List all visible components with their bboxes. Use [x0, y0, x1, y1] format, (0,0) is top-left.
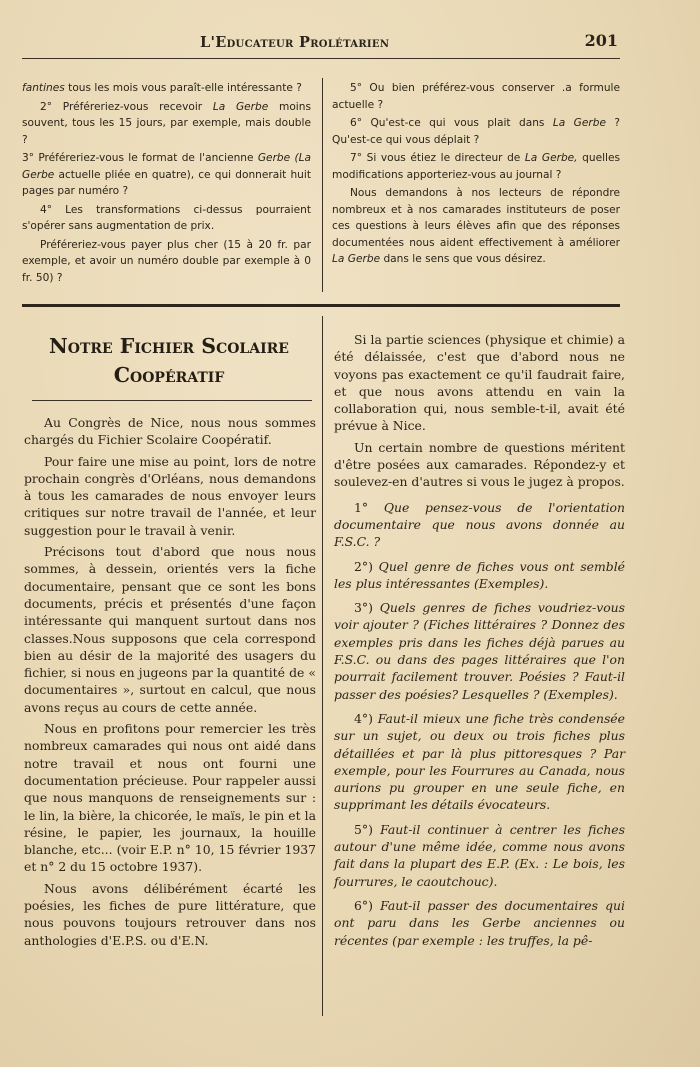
- article-right-paragraphs: [334, 331, 625, 491]
- title-underline: [32, 400, 312, 401]
- page-number: 201: [584, 31, 618, 50]
- question-number: 5°): [354, 821, 373, 837]
- question-item: [334, 558, 625, 593]
- paragraph-text: dans le sens que vous désirez.: [380, 253, 546, 265]
- paragraph: [332, 150, 620, 183]
- top-right-column: [332, 80, 620, 270]
- article-paragraph: Un certain nombre de questions méritent d'être posées aux camarades. Répondez-y et soulevez-en d'autres si vous le jugez à propos.: [334, 439, 625, 490]
- question-number: 6°): [354, 897, 373, 913]
- question-text: Faut-il passer des documentaires qui ont paru dans les Gerbe anciennes ou récentes (par exemple : les truffes, la pê-: [334, 897, 625, 948]
- italic-title: La Gerbe: [212, 100, 269, 113]
- article-paragraph: Nous en profitons pour remercier les très nombreux camarades qui nous ont aidé dans notre travail et nous ont fourni une documentation précieuse. Pour rappeler aussi que nous manquons de renseignements sur : le lin, la bière, la chicorée, le maïs, le pin et la résine, le papier, les journaux, la houille blanche, etc... (voir E.P. n° 10, 15 février 1937 et n° 2 du 15 octobre 1937).: [24, 721, 316, 875]
- article-left-column: [24, 414, 316, 953]
- paragraph: [22, 80, 311, 97]
- paragraph: [22, 99, 311, 149]
- paragraph-text: 4° Les transformations ci-dessus pourraient s'opérer sans augmentation de prix.: [22, 203, 311, 232]
- paragraph: [332, 80, 620, 113]
- paragraph-text: 3° Préféreriez-vous le format de l'ancienne: [22, 152, 258, 164]
- paragraph-text: moins souvent, tous les 15 jours, par exemple, mais double ?: [22, 100, 311, 146]
- article-title: Notre Fichier Scolaire Coopératif: [49, 334, 289, 387]
- question-number: 2°): [354, 558, 373, 574]
- paragraph-text: 5° Ou bien préférez-vous conserver .a formule actuelle ?: [332, 82, 620, 111]
- running-head: [22, 30, 620, 59]
- paragraph-text: quelles modifications apporteriez-vous au journal ?: [332, 152, 621, 181]
- italic-title: La Gerbe: [332, 253, 381, 265]
- question-item: [334, 821, 625, 890]
- paragraph-text: 6° Qu'est-ce qui vous plait dans: [350, 117, 553, 129]
- paragraph: [22, 150, 311, 200]
- article-paragraph: Si la partie sciences (physique et chimie) a été délaissée, c'est que d'abord nous ne voyons pas exactement ce qu'il faudrait faire, et que nous avons attendu en vain la collaboration qui, nous semble-t-il, avait été prévue à Nice.: [334, 332, 625, 434]
- top-column-rule: [322, 78, 323, 292]
- question-item: [334, 599, 625, 703]
- section-divider: [22, 304, 620, 307]
- question-text: Faut-il mieux une fiche très condensée sur un sujet, ou deux ou trois fiches plus détaillées et par là plus pittoresques ? Par exemple, pour les Fourrures au Canada, nous aurions pu grouper en une seule fiche, en supprimant les détails évocateurs.: [334, 710, 625, 813]
- top-left-column: [22, 80, 311, 288]
- paragraph-text: tous les mois vous paraît-elle intéressante ?: [64, 82, 302, 94]
- question-list: [334, 499, 625, 949]
- question-text: Que pensez-vous de l'orientation documentaire que nous avons donnée au F.S.C. ?: [334, 499, 625, 550]
- question-item: [334, 897, 625, 949]
- paragraph-text: 7° Si vous étiez le directeur de: [350, 152, 525, 164]
- question-text: Quels genres de fiches voudriez-vous voir ajouter ? (Fiches littéraires ? Donnez des exemples pris dans les fiches déjà parues au F.S.C. ou dans des pages littéraires que l'on pourrait facilement trouver. Poésies ? Faut-il passer des poésies? Lesquelles ? (Exemples).: [334, 600, 625, 702]
- paragraph-text: 2° Préféreriez-vous recevoir: [40, 100, 213, 113]
- paragraph-text: actuelle pliée en quatre), ce qui donnerait huit pages par numéro ?: [22, 168, 311, 197]
- question-number: 4°): [354, 710, 373, 726]
- journal-title: L'Educateur Prolétarien: [200, 34, 390, 51]
- italic-title: La Gerbe: [552, 117, 606, 129]
- article-right-column: [334, 331, 625, 956]
- italic-title: fantines: [22, 82, 65, 94]
- question-item: [334, 499, 625, 551]
- paragraph: [22, 237, 311, 287]
- article-column-rule: [322, 316, 323, 1016]
- italic-title: La Gerbe,: [524, 152, 578, 164]
- paragraph-text: ? Qu'est-ce qui vous déplait ?: [332, 117, 620, 146]
- question-text: Faut-il continuer à centrer les fiches autour d'une même idée, comme nous avons fait dans la plupart des E.P. (Ex. : Le bois, les fourrures, le caoutchouc).: [334, 821, 625, 889]
- question-item: [334, 710, 625, 814]
- article-paragraph: Au Congrès de Nice, nous nous sommes chargés du Fichier Scolaire Coopératif.: [24, 415, 316, 448]
- article-paragraph: Pour faire une mise au point, lors de notre prochain congrès d'Orléans, nous demandons à tous les camarades de nous envoyer leurs critiques sur notre travail de l'année, et leur suggestion pour le travail à venir.: [24, 453, 316, 538]
- question-text: Quel genre de fiches vous ont semblé les plus intéressantes (Exemples).: [334, 558, 625, 591]
- article-paragraph: Nous avons délibérément écarté les poésies, les fiches de pure littérature, que nous pouvons toujours retrouver dans nos anthologies d'E.P.S. ou d'E.N.: [24, 880, 316, 948]
- paragraph: [332, 115, 620, 148]
- paragraph: [22, 202, 311, 235]
- question-number: 3°): [354, 600, 373, 616]
- paragraph: [332, 185, 620, 268]
- paragraph-text: Préféreriez-vous payer plus cher (15 à 20 fr. par exemple, et avoir un numéro double par exemple à 0 fr. 50) ?: [22, 238, 311, 284]
- question-number: 1°: [354, 499, 369, 515]
- italic-title: Gerbe (La Gerbe: [22, 152, 311, 181]
- article-paragraph: Précisons tout d'abord que nous nous sommes, à dessein, orientés vers la fiche documentaire, pensant que ce sont les bons documents, précis et présentés d'une façon intéressante qui manquent surtout dans nos classes.Nous supposons que cela correspond bien au désir de la majorité des usagers du fichier, si nous en jugeons par la quantité de « documentaires », surtout en calcul, que nous avons reçus au cours de cette année.: [24, 544, 316, 715]
- paragraph-text: Nous demandons à nos lecteurs de répondre nombreux et à nos camarades instituteurs de poser ces questions à leurs élèves afin que des réponses documentées nous aident effectivement à améliorer: [332, 187, 620, 249]
